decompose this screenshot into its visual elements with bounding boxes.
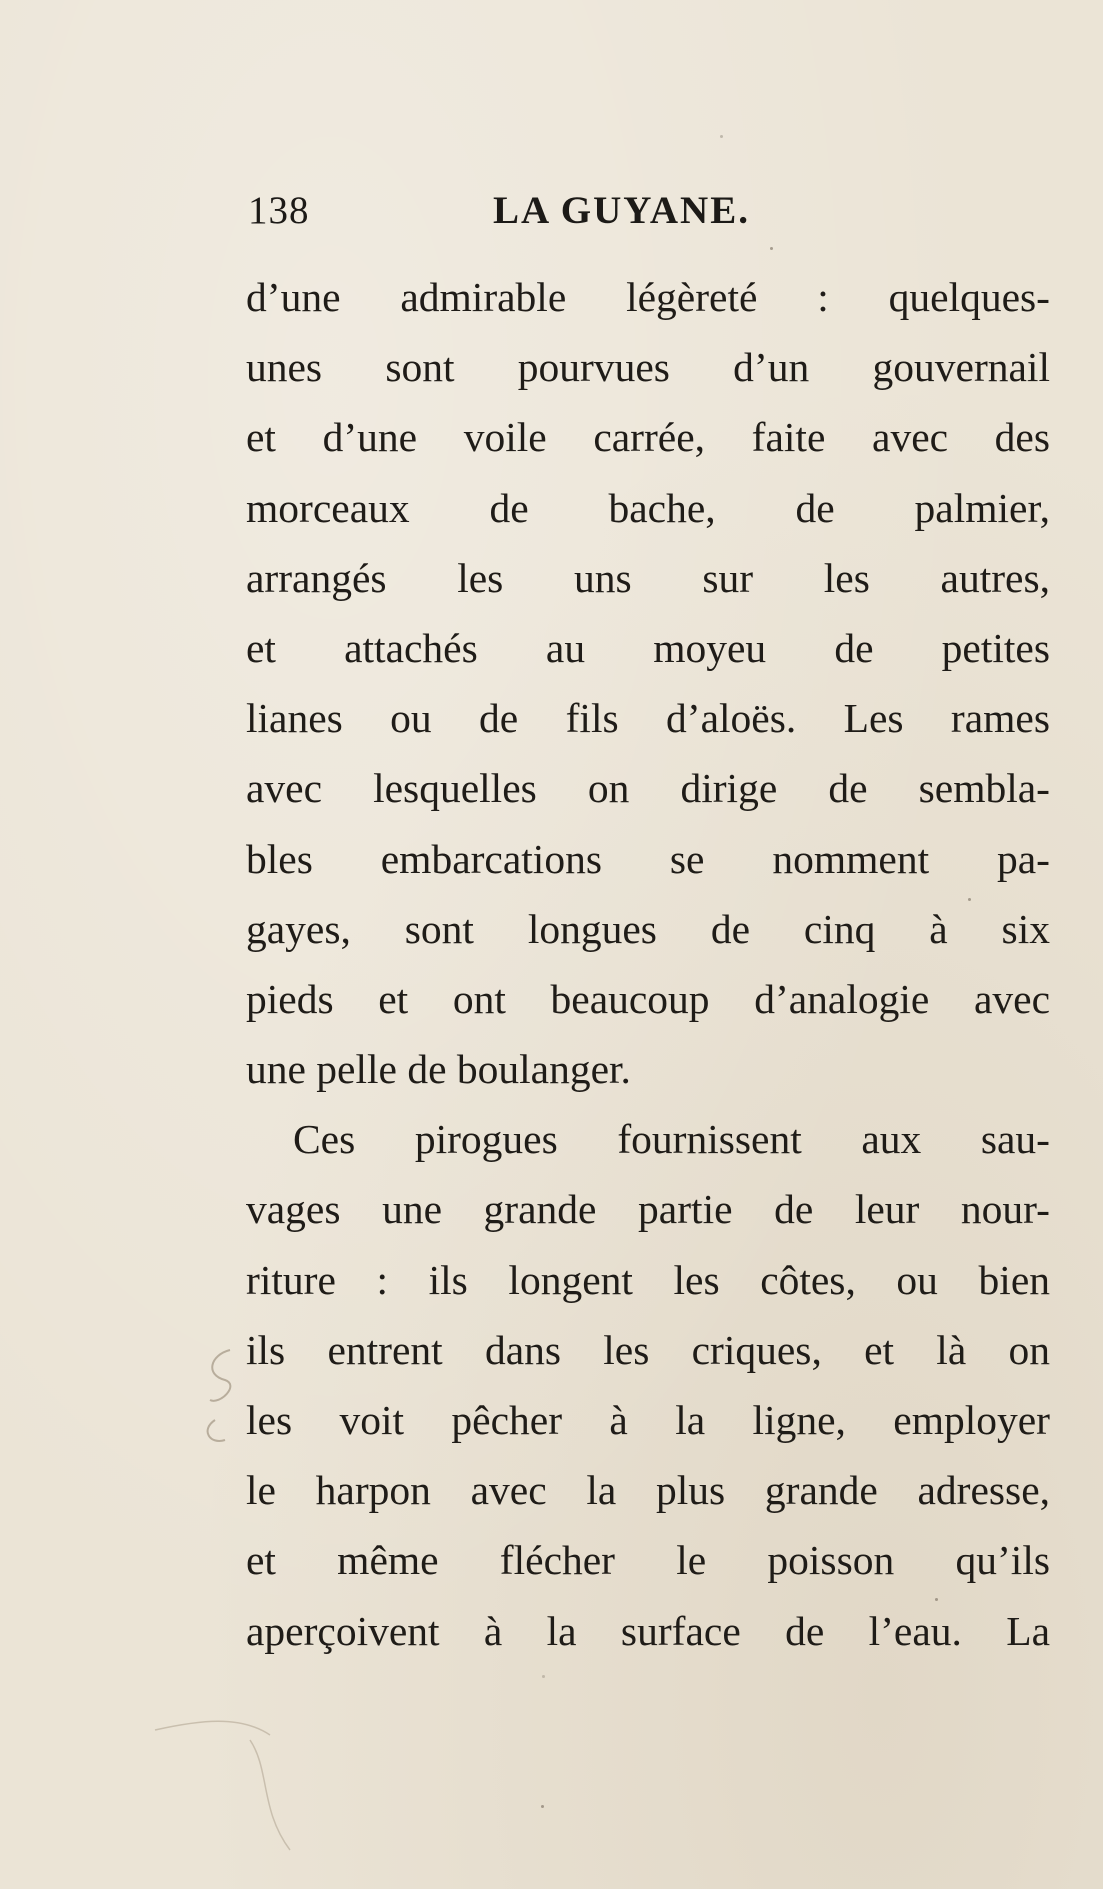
text-line: une pelle de boulanger.: [246, 1046, 631, 1093]
text-line: d’une admirable légèreté : quelques-: [246, 274, 1050, 320]
text-line: les voit pêcher à la ligne, employer: [246, 1397, 1050, 1443]
paper-speck: [720, 135, 723, 138]
text-line: bles embarcations se nomment pa-: [246, 835, 1050, 882]
text-line: vages une grande partie de leur nour-: [246, 1186, 1050, 1233]
text-line: gayes, sont longues de cinq à six: [246, 905, 1050, 952]
text-line: avec lesquelles on dirige de sembla-: [246, 765, 1050, 812]
running-header: [248, 188, 1048, 238]
text-line: ils entrent dans les criques, et là on: [246, 1326, 1050, 1373]
margin-scribble: [150, 1700, 320, 1860]
paper-speck: [770, 247, 773, 250]
text-line: Ces pirogues fournissent aux sau-: [293, 1116, 1050, 1163]
text-line: arrangés les uns sur les autres,: [246, 554, 1050, 601]
page-number: 138: [248, 189, 310, 232]
text-line: et attachés au moyeu de petites: [246, 624, 1050, 671]
text-line: riture : ils longent les côtes, ou bien: [246, 1256, 1050, 1303]
text-line: le harpon avec la plus grande adresse,: [246, 1467, 1050, 1514]
text-line: pieds et ont beaucoup d’analogie avec: [246, 975, 1050, 1022]
text-line: et d’une voile carrée, faite avec des: [246, 414, 1050, 461]
text-line: aperçoivent à la surface de l’eau. La: [246, 1607, 1050, 1654]
paper-speck: [542, 1675, 545, 1678]
running-title: LA GUYANE.: [493, 189, 750, 232]
margin-scribble: [190, 1345, 250, 1455]
text-line: et même flécher le poisson qu’ils: [246, 1537, 1050, 1584]
text-line: unes sont pourvues d’un gouvernail: [246, 344, 1050, 391]
text-line: morceaux de bache, de palmier,: [246, 484, 1050, 531]
paper-speck: [541, 1805, 544, 1808]
body-text: [246, 268, 1050, 1672]
text-line: lianes ou de fils d’aloës. Les rames: [246, 695, 1050, 742]
